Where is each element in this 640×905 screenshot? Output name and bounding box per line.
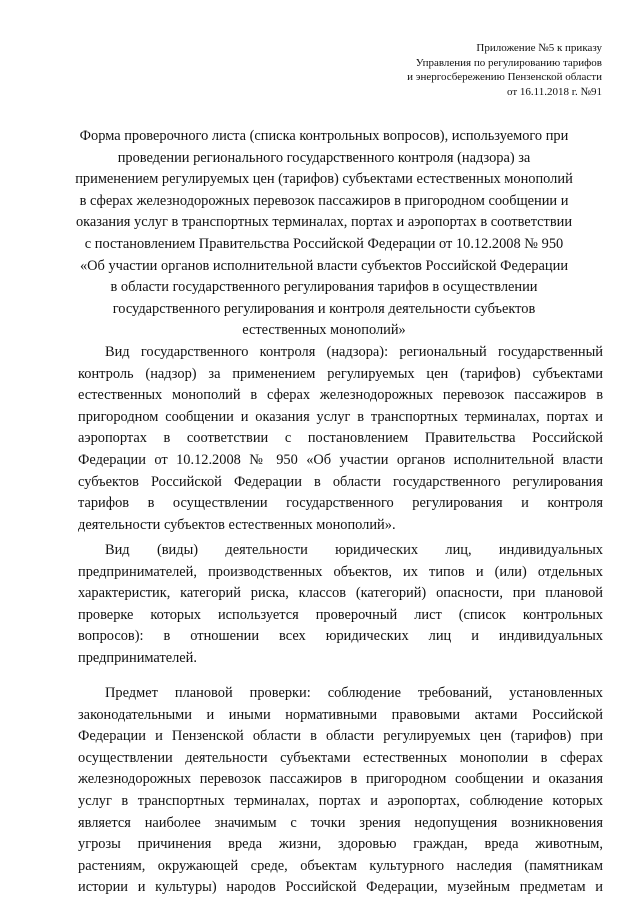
paragraph-line: Предмет плановой проверки: соблюдение требований, установленных bbox=[105, 685, 603, 701]
paragraph-line: контроль (надзор) за применением регулируемых цен (тарифов) субъектами bbox=[78, 365, 603, 382]
appendix-line: Управления по регулированию тарифов bbox=[415, 56, 602, 69]
paragraph-line: вопросов): в отношении всех юридических лиц и индивидуальных bbox=[78, 628, 603, 645]
paragraph-line: осуществлении деятельности субъектами естественных монополии в сферах bbox=[78, 749, 603, 766]
title-line: в области государственного регулирования тарифов в осуществлении bbox=[110, 279, 538, 296]
paragraph-line: истории и культуры) народов Российской Федерации, музейным предметам и bbox=[78, 879, 603, 896]
paragraph-line: растениям, окружающей среде, объектам культурного наследия (памятникам bbox=[78, 857, 603, 874]
paragraph-line: Вид (виды) деятельности юридических лиц, индивидуальных bbox=[105, 542, 603, 558]
paragraph-line: характеристик, категорий риска, классов (категорий) опасности, при плановой bbox=[78, 585, 603, 602]
paragraph-line: субъектов Российской Федерации в области государственного регулирования bbox=[78, 473, 603, 490]
title-line: оказания услуг в транспортных терминалах, портах и аэропортах в соответствии bbox=[75, 214, 573, 231]
paragraph-line: законодательными и иными нормативными правовыми актами Российской bbox=[78, 706, 603, 723]
title-line: с постановлением Правительства Российской Федерации от 10.12.2008 № 950 bbox=[84, 235, 564, 252]
appendix-line: от 16.11.2018 г. №91 bbox=[506, 85, 602, 98]
paragraph-line: аэропортах в соответствии с постановлением Правительства Российской bbox=[78, 430, 603, 447]
paragraph-activity-types bbox=[78, 540, 603, 670]
title-line: проведении регионального государственного контроля (надзора) за bbox=[117, 149, 531, 166]
appendix-reference bbox=[272, 41, 602, 99]
paragraph-line: Федерации и Пензенской области в области регулируемых цен (тарифов) при bbox=[78, 728, 603, 745]
paragraph-line: пригородном сообщении и оказания услуг в транспортных терминалах, портах и bbox=[78, 408, 603, 425]
title-line: Форма проверочного листа (списка контрольных вопросов), используемого при bbox=[79, 128, 569, 144]
appendix-line: Приложение №5 к приказу bbox=[476, 42, 602, 54]
paragraph-line: предпринимателей, производственных объектов, их типов и (или) отдельных bbox=[78, 563, 603, 580]
paragraph-line: предпринимателей. bbox=[78, 649, 197, 666]
paragraph-line: услуг в транспортных терминалах, портах и аэропортах, соблюдение которых bbox=[78, 792, 603, 809]
paragraph-line: угрозы причинения вреда жизни, здоровью граждан, вреда животным, bbox=[78, 836, 603, 853]
title-line: применением регулируемых цен (тарифов) субъектами естественных монополий bbox=[75, 171, 573, 188]
paragraph-line: Федерации от 10.12.2008 № 950 «Об участии органов исполнительной власти bbox=[78, 451, 603, 468]
title-line: естественных монополий» bbox=[242, 322, 406, 339]
title-line: «Об участии органов исполнительной власти субъектов Российской Федерации bbox=[79, 257, 569, 274]
paragraph-line: деятельности субъектов естественных монополий». bbox=[78, 516, 396, 533]
paragraph-inspection-subject bbox=[78, 683, 603, 899]
paragraph-line: тарифов в осуществлении государственного регулирования и контроля bbox=[78, 495, 603, 512]
paragraph-line: проверке которых используется проверочный лист (список контрольных bbox=[78, 606, 603, 623]
document-title bbox=[68, 126, 580, 342]
title-line: в сферах железнодорожных перевозок пассажиров в пригородном сообщении и bbox=[79, 192, 569, 209]
paragraph-line: естественных монополий в сферах железнодорожных перевозок пассажиров в bbox=[78, 387, 603, 404]
title-line: государственного регулирования и контроля деятельности субъектов bbox=[112, 300, 536, 317]
paragraph-line: является наиболее значимым с точки зрения недопущения возникновения bbox=[78, 814, 603, 831]
appendix-line: и энергосбережению Пензенской области bbox=[407, 71, 602, 83]
paragraph-line: Вид государственного контроля (надзора): региональный государственный bbox=[105, 344, 603, 360]
paragraph-line: железнодорожных перевозок пассажиров в пригородном сообщении и оказания bbox=[78, 771, 603, 788]
paragraph-control-type bbox=[78, 342, 603, 536]
